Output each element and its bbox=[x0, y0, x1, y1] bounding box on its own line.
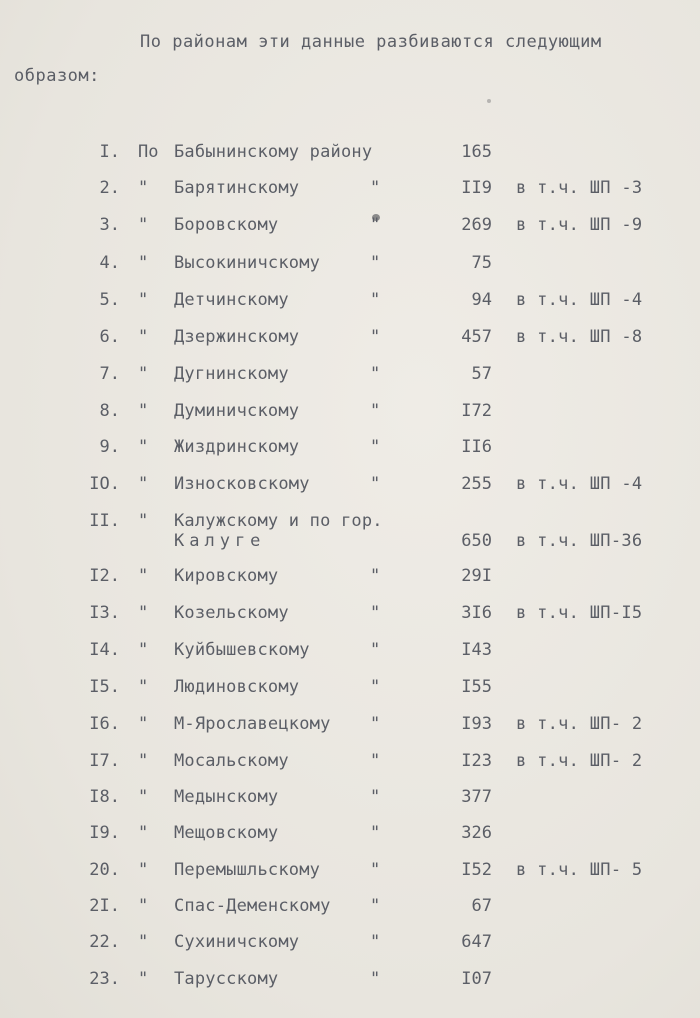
district-name: Думиничскому bbox=[174, 401, 300, 421]
shp-note: в т.ч. ШП -4 bbox=[516, 474, 643, 494]
ditto-mark-2: " bbox=[370, 677, 381, 697]
district-count: 457 bbox=[461, 327, 492, 347]
row-number: I9. bbox=[89, 823, 120, 843]
district-name: Детчинскому bbox=[174, 290, 289, 310]
district-count: 67 bbox=[471, 896, 492, 916]
ditto-mark: " bbox=[138, 474, 149, 494]
row-number: II. bbox=[89, 511, 120, 531]
district-name: Спас-Деменскому bbox=[174, 896, 331, 916]
district-row bbox=[0, 566, 700, 602]
district-row bbox=[0, 823, 700, 859]
ditto-mark-2: " bbox=[370, 640, 381, 660]
row-number: 23. bbox=[89, 969, 120, 989]
district-count: 647 bbox=[461, 932, 492, 952]
ditto-mark: " bbox=[138, 714, 149, 734]
district-name: Людиновскому bbox=[174, 677, 300, 697]
district-name: Тарусскому bbox=[174, 969, 279, 989]
row-number: 3. bbox=[99, 215, 120, 235]
district-count: 269 bbox=[461, 215, 492, 235]
ditto-mark: " bbox=[138, 364, 149, 384]
district-count: II9 bbox=[461, 178, 492, 198]
district-count: 57 bbox=[471, 364, 492, 384]
district-count: 377 bbox=[461, 787, 492, 807]
district-name: Мещовскому bbox=[174, 823, 279, 843]
ditto-mark: " bbox=[138, 751, 149, 771]
district-name: Мосальскому bbox=[174, 751, 289, 771]
shp-note: в т.ч. ШП-I5 bbox=[516, 603, 643, 623]
ditto-mark: " bbox=[138, 603, 149, 623]
district-count: II6 bbox=[461, 437, 492, 457]
district-row bbox=[0, 896, 700, 932]
district-name: Износковскому bbox=[174, 474, 310, 494]
district-count: I23 bbox=[461, 751, 492, 771]
ditto-mark: По bbox=[138, 142, 159, 162]
ditto-mark: " bbox=[138, 327, 149, 347]
district-row bbox=[0, 640, 700, 676]
district-row bbox=[0, 437, 700, 473]
district-name: Кировскому bbox=[174, 566, 279, 586]
row-number: 8. bbox=[99, 401, 120, 421]
row-number: IO. bbox=[89, 474, 120, 494]
ditto-mark: " bbox=[138, 437, 149, 457]
shp-note: в т.ч. ШП -3 bbox=[516, 178, 643, 198]
ink-speck bbox=[487, 99, 491, 103]
district-count: I52 bbox=[461, 860, 492, 880]
ditto-mark: " bbox=[138, 787, 149, 807]
row-number: I8. bbox=[89, 787, 120, 807]
district-row bbox=[0, 178, 700, 214]
district-count: 255 bbox=[461, 474, 492, 494]
row-number: 2I. bbox=[89, 896, 120, 916]
row-number: I. bbox=[99, 142, 120, 162]
district-row bbox=[0, 142, 700, 178]
ditto-mark-2: " bbox=[370, 751, 381, 771]
district-row bbox=[0, 215, 700, 251]
district-count: I93 bbox=[461, 714, 492, 734]
ditto-mark: " bbox=[138, 290, 149, 310]
district-name: Бабынинскому району bbox=[174, 142, 373, 162]
ditto-mark-2: " bbox=[370, 896, 381, 916]
district-row bbox=[0, 401, 700, 437]
district-row bbox=[0, 253, 700, 289]
ditto-mark-2: " bbox=[370, 603, 381, 623]
shp-note: в т.ч. ШП- 2 bbox=[516, 751, 643, 771]
ditto-mark-2: " bbox=[370, 364, 381, 384]
shp-note: в т.ч. ШП- 5 bbox=[516, 860, 643, 880]
district-row bbox=[0, 751, 700, 787]
district-count: 650 bbox=[461, 531, 492, 551]
district-name: Сухиничскому bbox=[174, 932, 300, 952]
shp-note: в т.ч. ШП- 2 bbox=[516, 714, 643, 734]
row-number: 2. bbox=[99, 178, 120, 198]
row-number: 7. bbox=[99, 364, 120, 384]
district-row bbox=[0, 787, 700, 823]
row-number: I5. bbox=[89, 677, 120, 697]
district-name: Дугнинскому bbox=[174, 364, 289, 384]
shp-note: в т.ч. ШП -8 bbox=[516, 327, 643, 347]
ditto-mark: " bbox=[138, 253, 149, 273]
ditto-mark-2: " bbox=[370, 860, 381, 880]
ditto-mark-2: " bbox=[370, 178, 381, 198]
ditto-mark-2: " bbox=[370, 823, 381, 843]
district-count: 94 bbox=[471, 290, 492, 310]
ditto-mark: " bbox=[138, 677, 149, 697]
district-row bbox=[0, 364, 700, 400]
row-number: 22. bbox=[89, 932, 120, 952]
row-number: I7. bbox=[89, 751, 120, 771]
ditto-mark-2: " bbox=[370, 714, 381, 734]
district-name: Жиздринскому bbox=[174, 437, 300, 457]
district-count: I72 bbox=[461, 401, 492, 421]
ditto-mark-2: " bbox=[370, 437, 381, 457]
district-name: Высокиничскому bbox=[174, 253, 321, 273]
ditto-mark: " bbox=[138, 215, 149, 235]
district-name: Барятинскому bbox=[174, 178, 300, 198]
ditto-mark: " bbox=[138, 969, 149, 989]
ditto-mark: " bbox=[138, 932, 149, 952]
district-name: Козельскому bbox=[174, 603, 289, 623]
ditto-mark: " bbox=[138, 511, 149, 531]
shp-note: в т.ч. ШП -4 bbox=[516, 290, 643, 310]
row-number: I3. bbox=[89, 603, 120, 623]
district-name: М-Ярославецкому bbox=[174, 714, 331, 734]
district-row bbox=[0, 511, 700, 551]
ditto-mark: " bbox=[138, 566, 149, 586]
district-row bbox=[0, 677, 700, 713]
shp-note: в т.ч. ШП -9 bbox=[516, 215, 643, 235]
district-name: Перемышльскому bbox=[174, 860, 321, 880]
district-name-continued: Калуге bbox=[174, 531, 266, 551]
row-number: I2. bbox=[89, 566, 120, 586]
district-name: Куйбышевскому bbox=[174, 640, 310, 660]
ditto-mark-2: " bbox=[370, 787, 381, 807]
ditto-mark: " bbox=[138, 860, 149, 880]
ditto-mark-2: " bbox=[370, 932, 381, 952]
row-number: 5. bbox=[99, 290, 120, 310]
ditto-mark-2: " bbox=[370, 290, 381, 310]
ditto-mark-2: " bbox=[370, 566, 381, 586]
district-row bbox=[0, 290, 700, 326]
district-count: 3I6 bbox=[461, 603, 492, 623]
row-number: 4. bbox=[99, 253, 120, 273]
ditto-mark: " bbox=[138, 401, 149, 421]
district-row bbox=[0, 327, 700, 363]
ditto-mark-2: " bbox=[370, 969, 381, 989]
district-row bbox=[0, 714, 700, 750]
ditto-mark: " bbox=[138, 640, 149, 660]
ditto-mark: " bbox=[138, 178, 149, 198]
district-row bbox=[0, 860, 700, 896]
district-count: I43 bbox=[461, 640, 492, 660]
intro-line-2: образом: bbox=[14, 66, 100, 86]
ditto-mark-2: " bbox=[370, 215, 381, 235]
district-count: 75 bbox=[471, 253, 492, 273]
row-number: 6. bbox=[99, 327, 120, 347]
district-row bbox=[0, 603, 700, 639]
district-count: I55 bbox=[461, 677, 492, 697]
district-row bbox=[0, 932, 700, 968]
district-row bbox=[0, 474, 700, 510]
district-name: Медынскому bbox=[174, 787, 279, 807]
ditto-mark-2: " bbox=[370, 253, 381, 273]
district-name: Дзержинскому bbox=[174, 327, 300, 347]
row-number: 20. bbox=[89, 860, 120, 880]
ditto-mark-2: " bbox=[370, 401, 381, 421]
district-count: 165 bbox=[461, 142, 492, 162]
district-name: Калужскому и по гор. bbox=[174, 511, 383, 531]
ditto-mark-2: " bbox=[370, 474, 381, 494]
row-number: I6. bbox=[89, 714, 120, 734]
district-row bbox=[0, 969, 700, 1005]
district-count: I07 bbox=[461, 969, 492, 989]
ditto-mark: " bbox=[138, 823, 149, 843]
row-number: I4. bbox=[89, 640, 120, 660]
row-number: 9. bbox=[99, 437, 120, 457]
intro-line-1: По районам эти данные разбиваются следующим bbox=[140, 32, 602, 52]
district-count: 326 bbox=[461, 823, 492, 843]
district-name: Боровскому bbox=[174, 215, 279, 235]
district-count: 29I bbox=[461, 566, 492, 586]
ditto-mark: " bbox=[138, 896, 149, 916]
ditto-mark-2: " bbox=[370, 327, 381, 347]
shp-note: в т.ч. ШП-36 bbox=[516, 531, 643, 551]
